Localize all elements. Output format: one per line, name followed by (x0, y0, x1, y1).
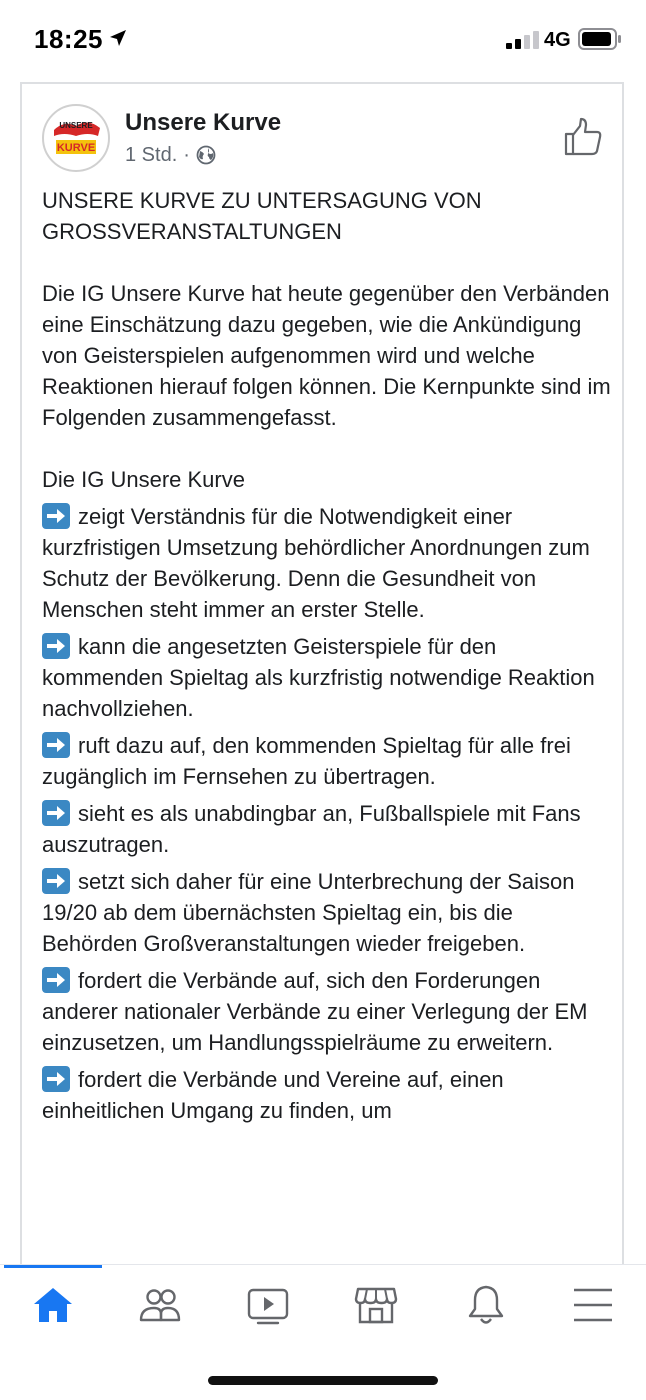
home-icon (30, 1282, 76, 1328)
status-bar (0, 0, 646, 80)
status-time: 18:25 (34, 24, 103, 54)
battery-icon (578, 28, 622, 50)
friends-icon (137, 1282, 183, 1328)
right-arrow-emoji-icon (42, 800, 70, 826)
home-indicator[interactable] (208, 1376, 438, 1385)
post-timestamp[interactable]: 1 Std. (125, 143, 178, 166)
post-intro: Die IG Unsere Kurve hat heute gegenüber den Verbänden eine Einschätzung dazu gegeben, wie die Ankündigung von Geisterspielen aufgenommen wird und welche Reaktionen hierauf folgen können. Die Kernpunkte sind im Folgenden zusammengefasst. (42, 281, 611, 430)
location-arrow-icon (108, 28, 128, 48)
post-meta (125, 142, 216, 168)
meta-separator: · (183, 143, 190, 166)
bottom-tab-bar (0, 1264, 646, 1345)
menu-icon (570, 1282, 616, 1328)
right-arrow-emoji-icon (42, 1066, 70, 1092)
network-type: 4G (544, 29, 571, 51)
right-arrow-emoji-icon (42, 732, 70, 758)
post-card (20, 82, 624, 1322)
tab-friends[interactable] (130, 1279, 190, 1331)
right-arrow-emoji-icon (42, 868, 70, 894)
notifications-icon (463, 1282, 509, 1328)
right-arrow-emoji-icon (42, 967, 70, 993)
page-name[interactable]: Unsere Kurve (125, 109, 282, 136)
post-body (42, 185, 614, 1132)
post-lead: Die IG Unsere Kurve (42, 467, 245, 492)
right-arrow-emoji-icon (42, 633, 70, 659)
svg-text:KURVE: KURVE (56, 142, 96, 154)
marketplace-icon (353, 1282, 399, 1328)
list-item: zeigt Verständnis für die Notwendigkeit einer kurzfristigen Umsetzung behördlicher Anordnungen zum Schutz der Bevölkerung. Denn die Gesundheit von Menschen steht immer an erster Stelle. (42, 504, 590, 622)
tab-notifications[interactable] (456, 1279, 516, 1331)
list-item: setzt sich daher für eine Unterbrechung der Saison 19/20 ab dem übernächsten Spieltag ein, bis die Behörden Großveranstaltungen wieder freigeben. (42, 869, 575, 956)
tab-menu[interactable] (563, 1279, 623, 1331)
page-avatar[interactable] (42, 104, 110, 172)
list-item: fordert die Verbände und Vereine auf, einen einheitlichen Umgang zu finden, um (42, 1067, 504, 1123)
tab-watch[interactable] (238, 1279, 298, 1331)
post-title: UNSERE KURVE ZU UNTERSAGUNG VON GROSSVERANSTALTUNGEN (42, 188, 482, 244)
signal-strength-icon (506, 31, 540, 49)
right-arrow-emoji-icon (42, 503, 70, 529)
tab-marketplace[interactable] (346, 1279, 406, 1331)
list-item: sieht es als unabdingbar an, Fußballspiele mit Fans auszutragen. (42, 801, 581, 857)
list-item: ruft dazu auf, den kommenden Spieltag für alle frei zugänglich im Fernsehen zu übertragen. (42, 733, 571, 789)
watch-icon (245, 1282, 291, 1328)
list-item: kann die angesetzten Geisterspiele für den kommenden Spieltag als kurzfristig notwendige Reaktion nachvollziehen. (42, 634, 595, 721)
active-tab-indicator (4, 1265, 102, 1268)
bullet-list (42, 501, 614, 1126)
tab-home[interactable] (23, 1279, 83, 1331)
unsere-kurve-logo-icon (44, 106, 108, 170)
like-icon[interactable] (562, 116, 604, 158)
globe-icon (196, 145, 216, 165)
svg-text:UNSERE: UNSERE (59, 121, 93, 130)
list-item: fordert die Verbände auf, sich den Forderungen anderer nationaler Verbände zu einer Verlegung der EM einzusetzen, um Handlungsspielräume zu erweitern. (42, 968, 588, 1055)
